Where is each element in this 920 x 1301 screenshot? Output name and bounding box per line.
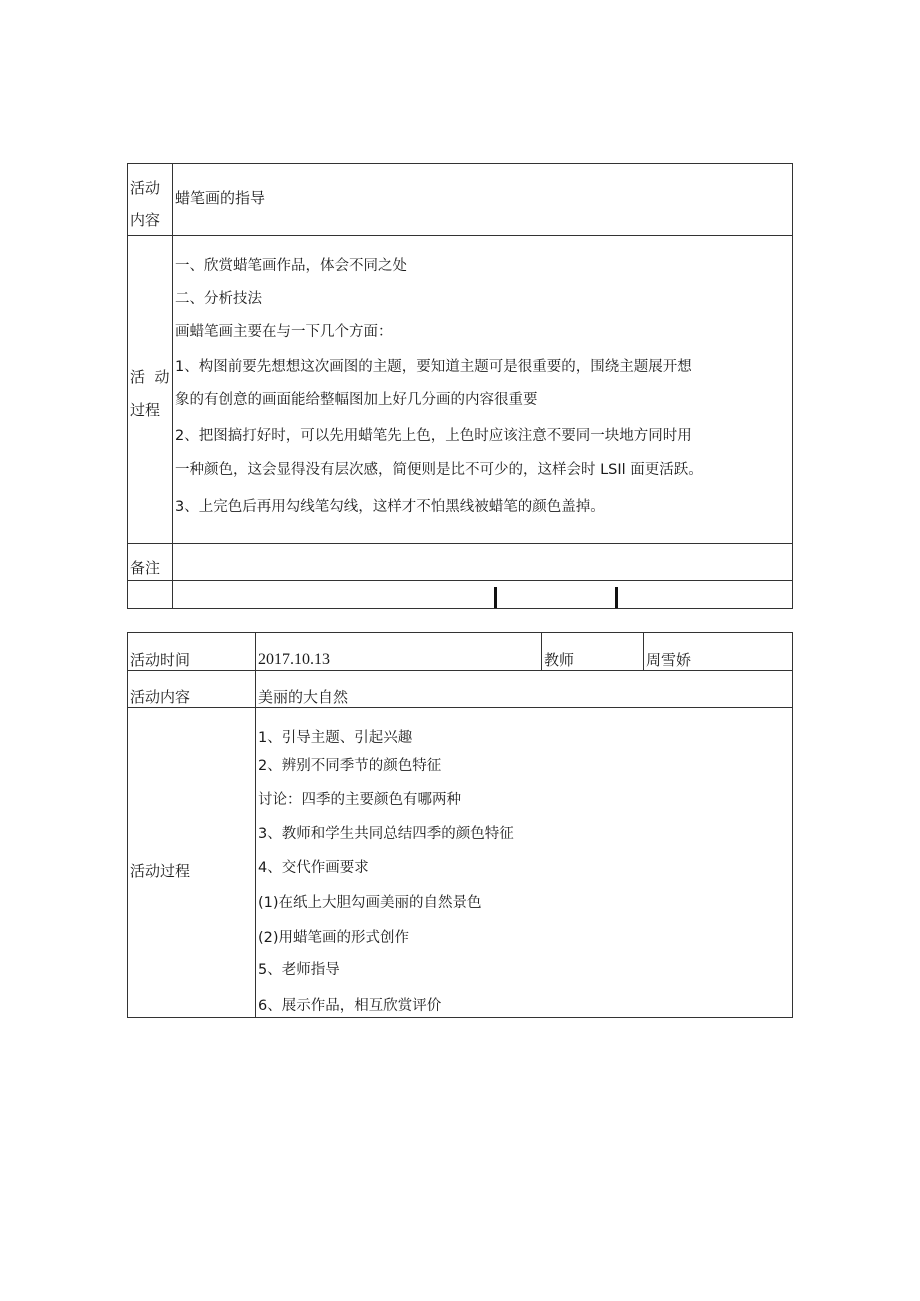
- table1-content-label-line1: 活动: [130, 179, 161, 197]
- table2-row-divider: [127, 670, 793, 671]
- table2-time-label: 活动时间: [130, 651, 191, 669]
- table1-row-divider: [127, 543, 793, 544]
- table2-content-label: 活动内容: [130, 688, 191, 706]
- table2-process-line: (1)在纸上大胆勾画美丽的自然景色: [258, 895, 482, 911]
- table2-process-line: 3、教师和学生共同总结四季的颜色特征: [258, 826, 514, 842]
- table1-process-line: 象的有创意的画面能给整幅图加上好几分画的内容很重要: [175, 392, 538, 408]
- table1-process-line: 一种颜色，这会显得没有层次感，简便则是比不可少的，这样会时 LSIl 面更活跃。: [175, 462, 703, 478]
- table1-process-line: 1、构图前要先想想这次画图的主题，要知道主题可是很重要的，围绕主题展开想: [175, 359, 692, 375]
- table1-thick-mark: [615, 587, 618, 608]
- table2-process-line: 1、引导主题、引起兴趣: [258, 730, 413, 746]
- table1-content-value: 蜡笔画的指导: [175, 189, 266, 207]
- table1-row-divider: [127, 580, 793, 581]
- table2-content-value: 美丽的大自然: [258, 688, 349, 706]
- table2-teacher-label: 教师: [544, 651, 575, 669]
- table2-time-value: 2017.10.13: [258, 651, 330, 668]
- table1-process-line: 画蜡笔画主要在与一下几个方面：: [175, 324, 393, 340]
- table2-column-divider: [541, 632, 542, 670]
- table1-process-line: 2、把图搞打好时，可以先用蜡笔先上色，上色时应该注意不要同一块地方同时用: [175, 428, 692, 444]
- table2-process-line: 讨论：四季的主要颜色有哪两种: [258, 792, 461, 808]
- table1-row-divider: [127, 235, 793, 236]
- table1-process-label-line1: 活 动: [130, 368, 170, 386]
- table1-notes-label: 备注: [130, 559, 161, 577]
- table1-content-label-line2: 内容: [130, 211, 161, 229]
- table1-process-label-line2: 过程: [130, 401, 161, 419]
- table2-process-line: 2、辨别不同季节的颜色特征: [258, 758, 442, 774]
- table1-process-line: 一、欣赏蜡笔画作品，体会不同之处: [175, 258, 407, 274]
- table1-thick-mark: [494, 587, 497, 608]
- table1-process-line: 3、上完色后再用勾线笔勾线，这样才不怕黑线被蜡笔的颜色盖掉。: [175, 499, 605, 515]
- table2-teacher-value: 周雪娇: [646, 651, 692, 669]
- table2-process-line: 4、交代作画要求: [258, 860, 369, 876]
- table2-process-line: 5、老师指导: [258, 962, 340, 978]
- table1-process-line: 二、分析技法: [175, 291, 262, 307]
- table2-column-divider: [643, 632, 644, 670]
- table2-column-divider: [255, 632, 256, 1018]
- table2-row-divider: [127, 707, 793, 708]
- table2-process-label: 活动过程: [130, 862, 191, 880]
- table2-process-line: (2)用蜡笔画的形式创作: [258, 930, 410, 946]
- table2-process-line: 6、展示作品，相互欣赏评价: [258, 998, 442, 1014]
